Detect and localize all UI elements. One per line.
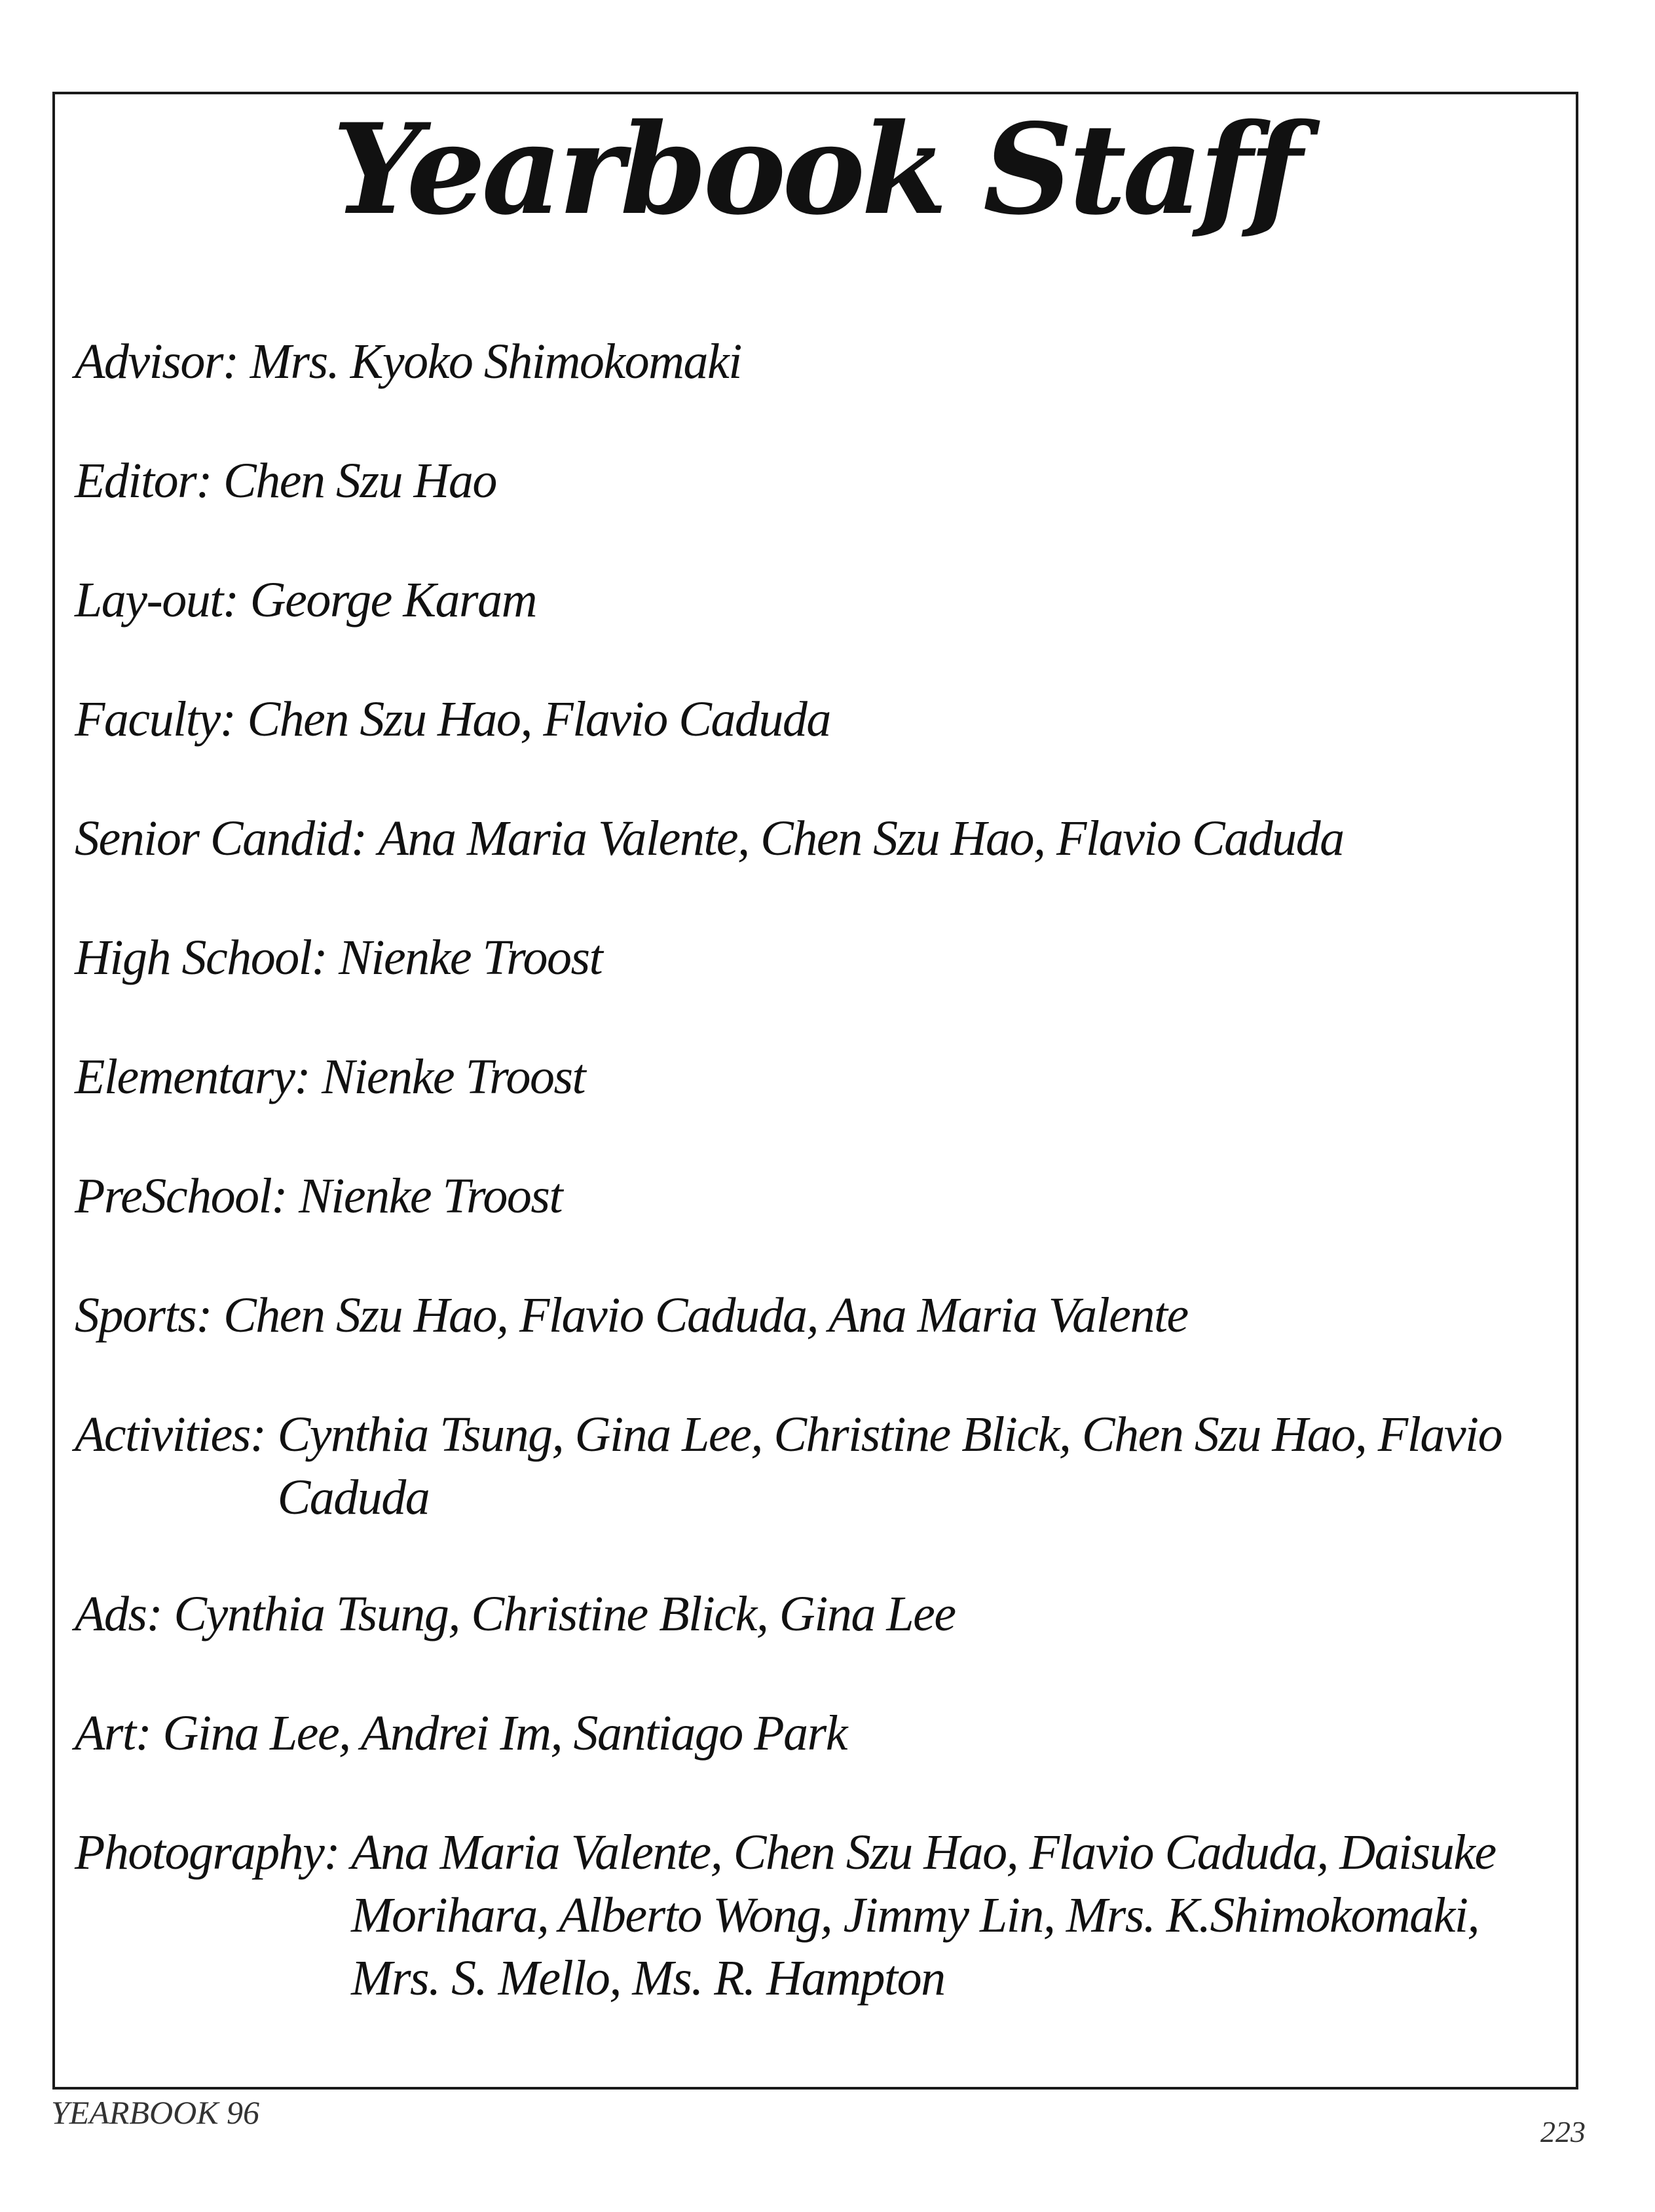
staff-names: Nienke Troost xyxy=(299,1169,563,1224)
staff-role: Ads: xyxy=(75,1586,162,1641)
staff-names: Chen Szu Hao, Flavio Caduda xyxy=(247,692,830,747)
staff-entry-senior-candid xyxy=(75,807,1555,926)
staff-role: High School: xyxy=(75,930,327,985)
staff-names: Chen Szu Hao, Flavio Caduda, Ana Maria Valente xyxy=(223,1288,1188,1343)
staff-role: Lay-out: xyxy=(75,572,238,628)
staff-names: Gina Lee, Andrei Im, Santiago Park xyxy=(162,1706,847,1761)
page-border xyxy=(52,92,1578,2090)
page-title: Yearbook Staff xyxy=(332,96,1299,242)
staff-entry-preschool xyxy=(75,1165,1555,1284)
staff-names: Chen Szu Hao xyxy=(223,453,496,508)
staff-entry-editor xyxy=(75,449,1555,569)
staff-role: Activities: xyxy=(75,1407,266,1462)
staff-role: Editor: xyxy=(75,453,212,508)
staff-entry-layout xyxy=(75,569,1555,688)
page-number: 223 xyxy=(1540,2115,1586,2148)
staff-entry-sports xyxy=(75,1284,1555,1403)
staff-role: Elementary: xyxy=(75,1049,310,1104)
staff-names: Mrs. Kyoko Shimokomaki xyxy=(250,334,741,389)
staff-entry-art xyxy=(75,1702,1555,1821)
staff-role: Faculty: xyxy=(75,692,236,747)
staff-role: Art: xyxy=(75,1706,151,1761)
staff-role: Senior Candid: xyxy=(75,811,367,866)
staff-entry-photography xyxy=(75,1821,1555,2017)
publication-footer: YEARBOOK 96 xyxy=(51,2094,260,2131)
staff-entry-ads xyxy=(75,1583,1555,1702)
staff-names: Ana Maria Valente, Chen Szu Hao, Flavio Caduda, Daisuke Morihara, Alberto Wong, Jimmy Lin, Mrs. K.Shimokomaki, Mrs. S. Mello, Ms. R. Hampton xyxy=(351,1825,1496,2006)
staff-role: PreSchool: xyxy=(75,1169,288,1224)
staff-role: Sports: xyxy=(75,1288,212,1343)
staff-names: Nienke Troost xyxy=(339,930,603,985)
staff-names: Nienke Troost xyxy=(322,1049,586,1104)
staff-names: Cynthia Tsung, Christine Blick, Gina Lee xyxy=(174,1586,956,1641)
staff-entry-high-school xyxy=(75,926,1555,1045)
staff-list xyxy=(75,330,1555,2017)
staff-entry-activities xyxy=(75,1403,1555,1583)
staff-entry-faculty xyxy=(75,688,1555,807)
staff-names: Ana Maria Valente, Chen Szu Hao, Flavio Caduda xyxy=(378,811,1344,866)
staff-role: Photography: xyxy=(75,1825,340,1880)
staff-names: Cynthia Tsung, Gina Lee, Christine Blick, Chen Szu Hao, Flavio Caduda xyxy=(277,1407,1502,1525)
staff-entry-elementary xyxy=(75,1045,1555,1165)
staff-role: Advisor: xyxy=(75,334,238,389)
staff-entry-advisor xyxy=(75,330,1555,449)
staff-names: George Karam xyxy=(250,572,536,628)
